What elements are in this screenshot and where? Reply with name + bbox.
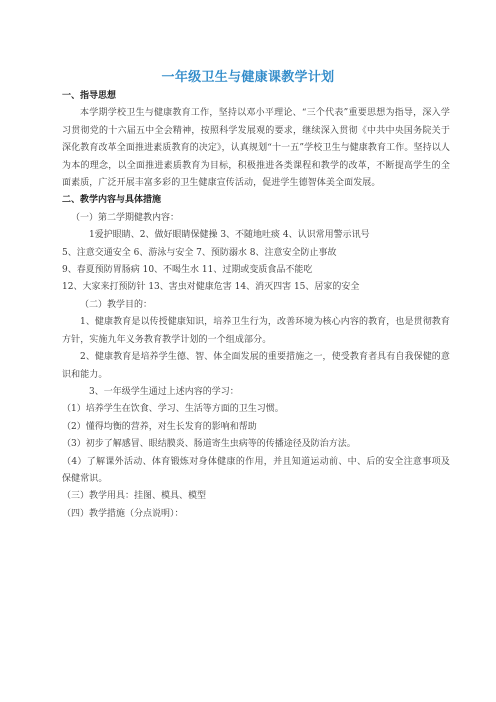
subheading-teaching-tools: （三）教学用具：挂图、模具、模型: [62, 491, 207, 502]
guiding-ideology-paragraph: 本学期学校卫生与健康教育工作，坚持以邓小平理论、“三个代表”重要思想为指导，深入学习贯彻党的十六届五中全会精神，按照科学发展观的要求，继续深入贯彻《中共中央国务院关于深化教育改革全面推进素质教育的决定》，认真规划“十一五”学校卫生与健康教育工作。坚持以人为本的理念，以全面推进素质教育为目标，积极推进各类课程和教学的改革，不断提高学生的全面素质，广泛开展丰富多彩的卫生健康宣传活动，促进学生德智体美全面发展。: [62, 108, 450, 189]
teaching-goal-3: 3、一年级学生通过上述内容的学习：: [89, 386, 239, 397]
content-items-line: 9、春夏预防胃肠病 10、不喝生水 11、过期或变质食品不能吃: [62, 265, 313, 276]
subheading-content: （一）第二学期健教内容：: [71, 212, 180, 223]
section-heading-guiding-ideology: 一、指导思想: [62, 91, 117, 101]
subheading-teaching-measures: （四）教学措施（分点说明）：: [62, 508, 184, 519]
goal-3-item: （2）懂得均衡的营养，对生长发育的影响和帮助: [62, 421, 257, 432]
document-title: 一年级卫生与健康课教学计划: [161, 70, 335, 85]
teaching-goal-1: 1、健康教育是以传授健康知识，培养卫生行为，改善环境为核心内容的教育，也是贯彻教育方针，实施九年义务教育教学计划的一个组成部分。: [62, 317, 450, 345]
goal-3-item: （4）了解课外活动、体育锻炼对身体健康的作用，并且知道运动前、中、后的安全注意事项及保健常识。: [62, 456, 450, 484]
content-items-line: 1爱护眼睛、2、做好眼睛保健操 3、不随地吐痰 4、认识常用警示讯号: [89, 230, 370, 241]
goal-3-item: （3）初步了解感冒、眼结膜炎、肠道寄生虫病等的传播途径及防治方法。: [62, 439, 356, 450]
goal-3-item: （1）培养学生在饮食、学习、生活等方面的卫生习惯。: [62, 404, 284, 415]
section-heading-content-measures: 二、教学内容与具体措施: [62, 195, 162, 206]
document-body: [62, 88, 450, 523]
teaching-goal-2: 2、健康教育是培养学生德、智、体全面发展的重要措施之一，使受教育者具有自我保健的意识和能力。: [62, 352, 450, 380]
subheading-teaching-goals: （二）教学目的：: [80, 299, 153, 310]
content-items-line: 5、注意交通安全 6、游泳与安全 7、预防溺水 8、注意安全防止事故: [62, 247, 337, 258]
content-items-line: 12、大家来打预防针 13、害虫对健康危害 14、消灭四害 15、居家的安全: [62, 282, 360, 293]
